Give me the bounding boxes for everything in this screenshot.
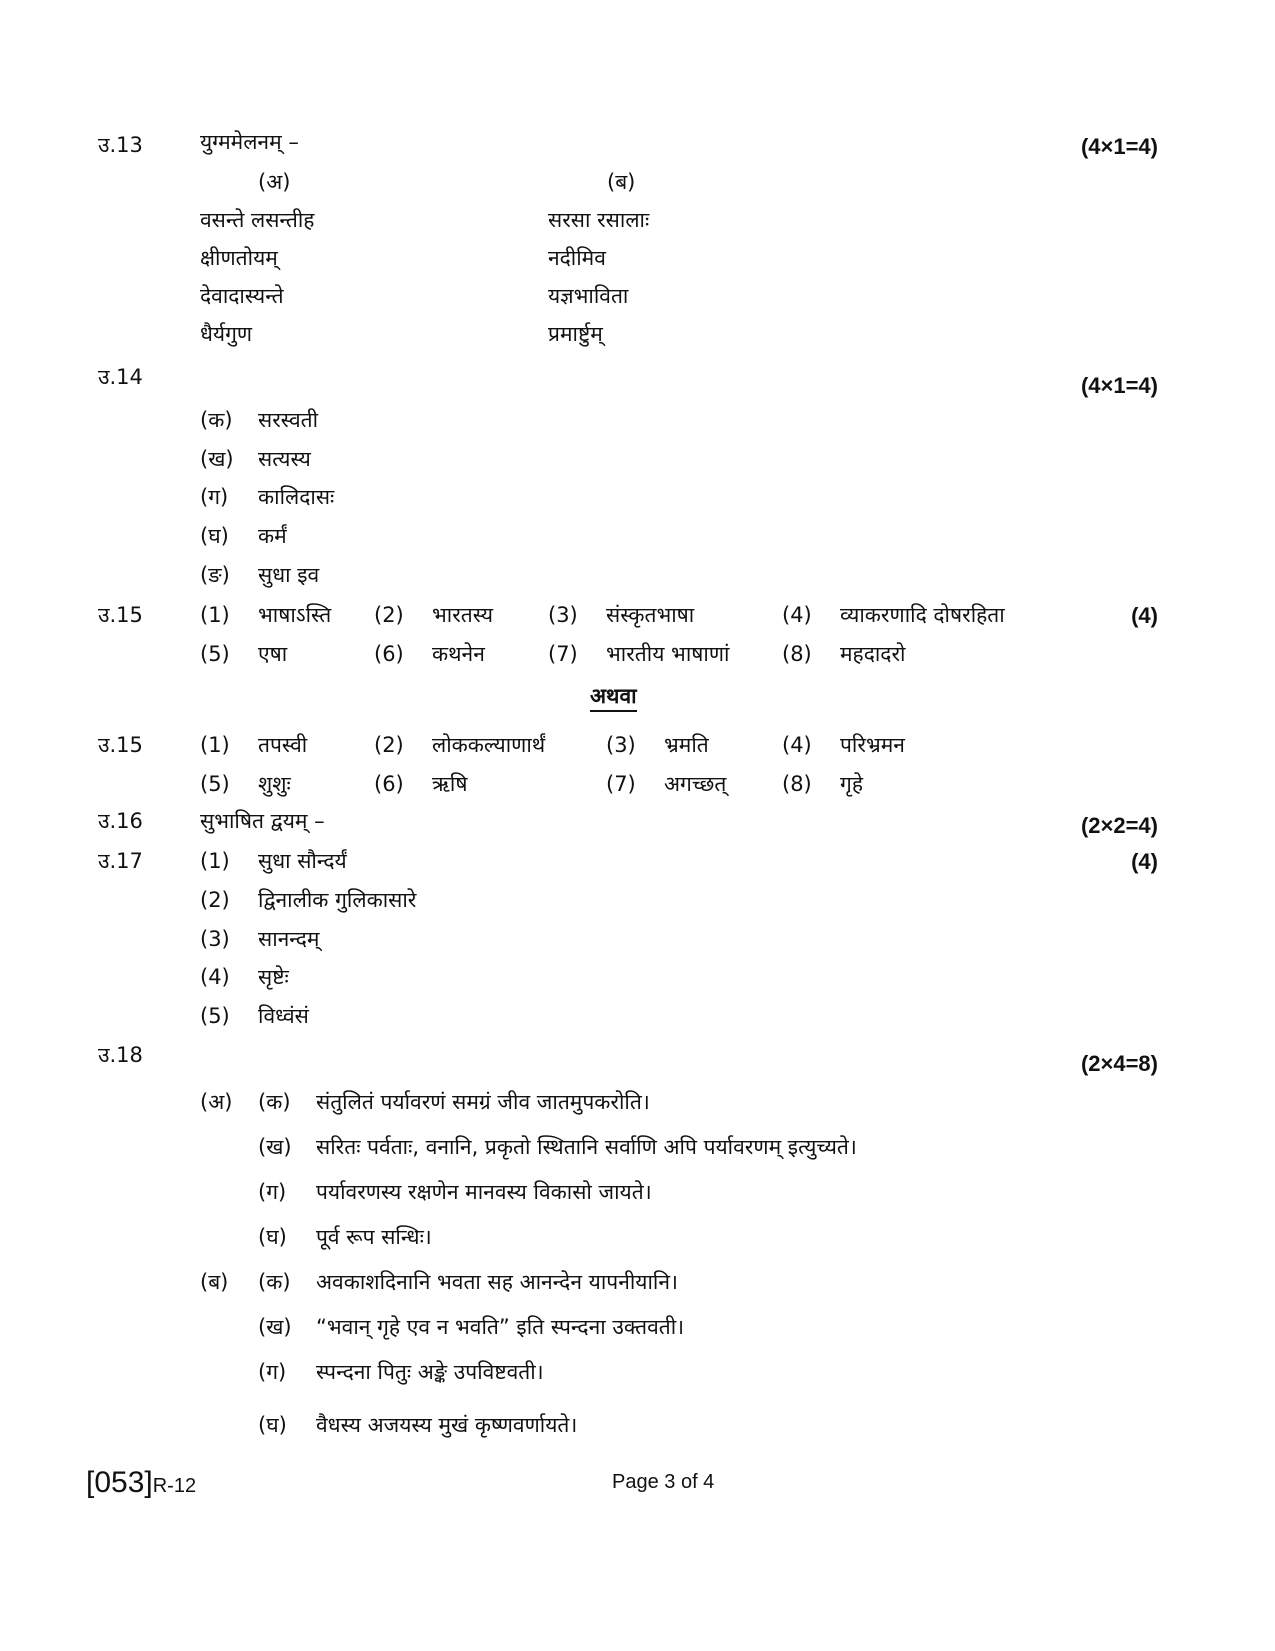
item-number: (2) bbox=[200, 888, 230, 912]
marks-label: (4) bbox=[1131, 603, 1158, 628]
item-label: (ङ) bbox=[200, 563, 230, 587]
marks-label: (4×1=4) bbox=[1080, 134, 1158, 159]
question-number: उ.15 bbox=[98, 603, 143, 627]
paper-code-main: [053] bbox=[86, 1466, 153, 1499]
question-number: उ.13 bbox=[98, 133, 143, 157]
item-number: (6) bbox=[374, 642, 404, 666]
column-a-heading: (अ) bbox=[258, 170, 291, 194]
answer-text: व्याकरणादि दोषरहिता bbox=[840, 603, 1005, 627]
answer-text: संस्कृतभाषा bbox=[606, 603, 695, 627]
answer-text: ऋषि bbox=[432, 772, 468, 796]
answer-text: गृहे bbox=[840, 772, 863, 796]
question-title: युग्ममेलनम् – bbox=[200, 130, 299, 154]
item-number: (1) bbox=[200, 603, 230, 627]
answer-text: तपस्वी bbox=[258, 733, 308, 757]
answer-text: कालिदासः bbox=[258, 485, 335, 509]
marks-label: (4) bbox=[1131, 849, 1158, 874]
item-label: (घ) bbox=[200, 524, 229, 548]
item-number: (4) bbox=[782, 603, 812, 627]
item-label: (क) bbox=[200, 408, 233, 432]
item-number: (3) bbox=[548, 603, 578, 627]
item-label: (क) bbox=[258, 1270, 291, 1294]
item-number: (8) bbox=[782, 772, 812, 796]
item-label: (क) bbox=[258, 1090, 291, 1114]
item-number: (7) bbox=[548, 642, 578, 666]
item-number: (7) bbox=[606, 772, 636, 796]
part-label: (ब) bbox=[200, 1270, 229, 1294]
match-left-item: देवादास्यन्ते bbox=[200, 284, 284, 308]
item-number: (3) bbox=[606, 733, 636, 757]
item-number: (3) bbox=[200, 927, 230, 951]
item-label: (ग) bbox=[258, 1360, 287, 1384]
item-label: (ख) bbox=[258, 1135, 292, 1159]
item-label: (ग) bbox=[200, 485, 229, 509]
item-number: (1) bbox=[200, 849, 230, 873]
column-b-heading: (ब) bbox=[607, 170, 636, 194]
answer-text: सृष्टेः bbox=[258, 965, 289, 989]
answer-text: द्विनालीक गुलिकासारे bbox=[258, 888, 417, 912]
answer-text: लोककल्याणार्थं bbox=[432, 733, 546, 757]
match-right-item: नदीमिव bbox=[548, 246, 606, 270]
answer-text: सुधा इव bbox=[258, 563, 320, 587]
question-number: उ.18 bbox=[98, 1043, 143, 1067]
item-number: (8) bbox=[782, 642, 812, 666]
item-number: (2) bbox=[374, 603, 404, 627]
answer-text: भ्रमति bbox=[664, 733, 709, 757]
question-number: उ.14 bbox=[98, 365, 143, 389]
match-right-item: सरसा रसालाः bbox=[548, 208, 650, 232]
answer-sentence: पर्यावरणस्य रक्षणेन मानवस्य विकासो जायते। bbox=[316, 1180, 652, 1204]
or-heading: अथवा bbox=[590, 686, 637, 712]
item-label: (घ) bbox=[258, 1225, 287, 1249]
item-number: (5) bbox=[200, 772, 230, 796]
question-number: उ.17 bbox=[98, 849, 143, 873]
answer-sentence: अवकाशदिनानि भवता सह आनन्देन यापनीयानि। bbox=[316, 1270, 678, 1294]
answer-sentence: स्पन्दना पितुः अङ्के उपविष्टवती। bbox=[316, 1360, 544, 1384]
part-label: (अ) bbox=[200, 1090, 233, 1114]
marks-label: (2×4=8) bbox=[1080, 1051, 1158, 1076]
answer-text: अगच्छत् bbox=[664, 772, 727, 796]
answer-text: परिभ्रमन bbox=[840, 733, 905, 757]
item-number: (6) bbox=[374, 772, 404, 796]
answer-text: विध्वंसं bbox=[258, 1004, 309, 1028]
item-label: (ख) bbox=[200, 447, 234, 471]
answer-text: भारतीय भाषाणां bbox=[606, 642, 730, 666]
item-number: (5) bbox=[200, 1004, 230, 1028]
answer-text: सरस्वती bbox=[258, 408, 319, 432]
answer-sentence: वैधस्य अजयस्य मुखं कृष्णवर्णायते। bbox=[316, 1413, 578, 1437]
item-label: (घ) bbox=[258, 1413, 287, 1437]
answer-text: एषा bbox=[258, 642, 288, 666]
item-label: (ग) bbox=[258, 1180, 287, 1204]
item-number: (2) bbox=[374, 733, 404, 757]
answer-text: भारतस्य bbox=[432, 603, 494, 627]
answer-text: सानन्दम् bbox=[258, 927, 320, 951]
paper-code bbox=[86, 1468, 196, 1498]
match-right-item: प्रमार्ष्टुम् bbox=[548, 322, 603, 346]
question-number: उ.15 bbox=[98, 733, 143, 757]
answer-text: सुधा सौन्दर्यं bbox=[258, 849, 347, 873]
page-number: Page 3 of 4 bbox=[612, 1471, 715, 1493]
answer-sentence: संतुलितं पर्यावरणं समग्रं जीव जातमुपकरोति। bbox=[316, 1090, 650, 1114]
answer-text: महदादरो bbox=[840, 642, 906, 666]
item-number: (4) bbox=[782, 733, 812, 757]
answer-text: भाषाऽस्ति bbox=[258, 603, 332, 627]
answer-text: सत्यस्य bbox=[258, 447, 311, 471]
paper-code-suffix: R-12 bbox=[152, 1475, 197, 1497]
answer-sentence: सरितः पर्वताः, वनानि, प्रकृतो स्थितानि सर्वाणि अपि पर्यावरणम् इत्युच्यते। bbox=[316, 1135, 857, 1159]
answer-sentence: “भवान् गृहे एव न भवति” इति स्पन्दना उक्तवती। bbox=[316, 1315, 685, 1339]
marks-label: (2×2=4) bbox=[1080, 813, 1158, 838]
match-left-item: क्षीणतोयम् bbox=[200, 246, 278, 270]
match-right-item: यज्ञभाविता bbox=[548, 284, 629, 308]
question-number: उ.16 bbox=[98, 809, 143, 833]
item-label: (ख) bbox=[258, 1315, 292, 1339]
answer-text: कर्मं bbox=[258, 524, 287, 548]
item-number: (1) bbox=[200, 733, 230, 757]
item-number: (4) bbox=[200, 965, 230, 989]
match-left-item: वसन्ते लसन्तीह bbox=[200, 208, 315, 232]
answer-sentence: पूर्व रूप सन्धिः। bbox=[316, 1225, 432, 1249]
match-left-item: धैर्यगुण bbox=[200, 322, 253, 346]
marks-label: (4×1=4) bbox=[1080, 373, 1158, 398]
answer-text: कथनेन bbox=[432, 642, 485, 666]
item-number: (5) bbox=[200, 642, 230, 666]
answer-text: शुशुः bbox=[258, 772, 291, 796]
question-title: सुभाषित द्वयम् – bbox=[200, 809, 325, 833]
